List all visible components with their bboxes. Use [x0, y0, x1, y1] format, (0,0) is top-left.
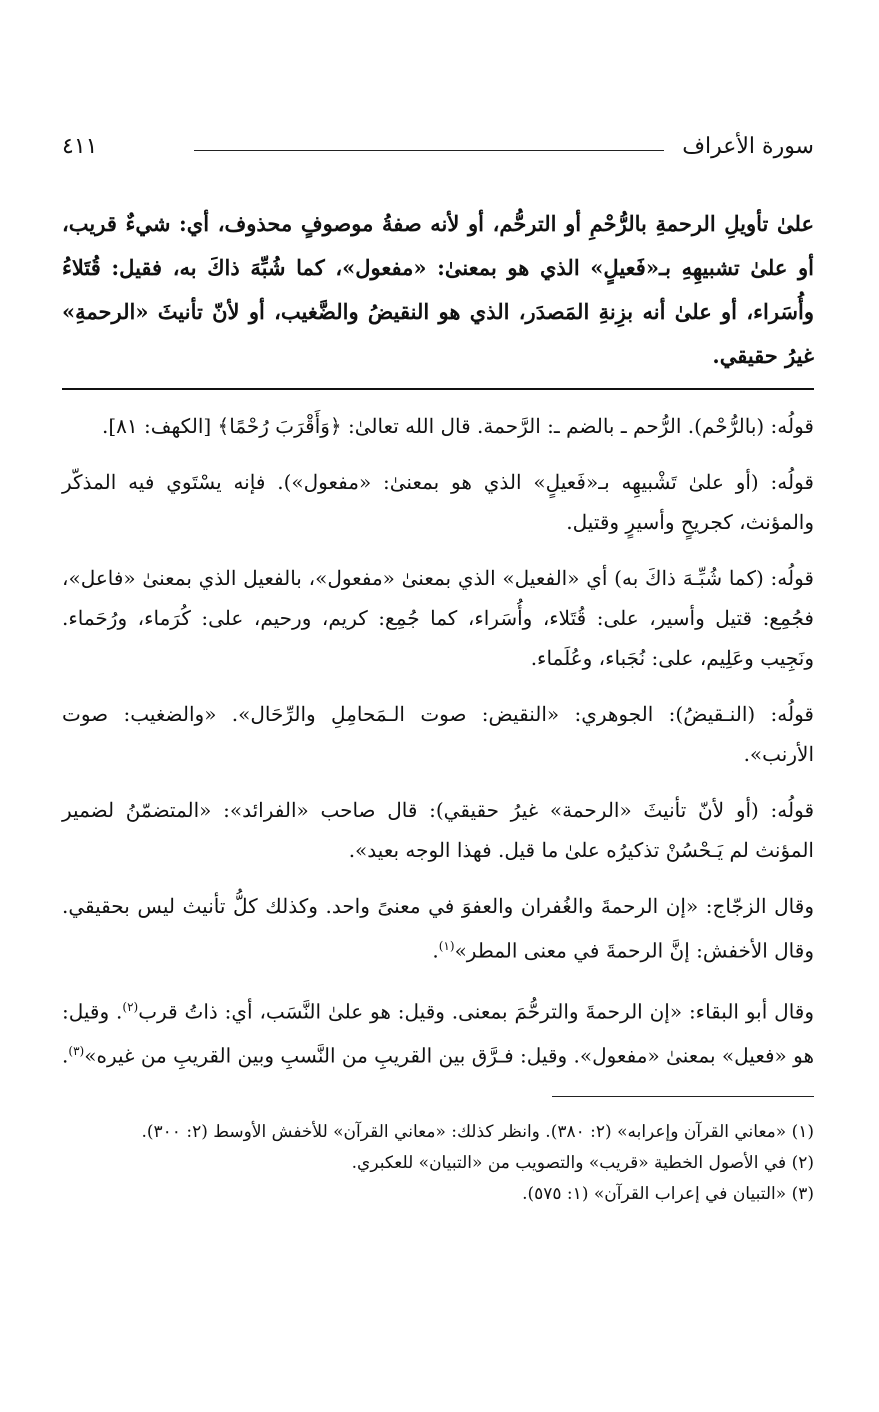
commentary-paragraph: قولُه: (أو علىٰ تَشْبيهِه بـ«فَعيلٍ» الذي هو بمعنىٰ: «مفعول»). فإنه يسْتَوي فيه المذكّر والمؤنث، كجريحٍ وأسيرٍ وقتيل.: [62, 470, 814, 534]
commentary-paragraph: قولُه: (بالرُّحْم). الرُّحم ـ بالضم ـ: الرَّحمة. قال الله تعالىٰ: ﴿وَأَقْرَبَ رُحْمًا﴾ [الكهف: ٨١].: [102, 414, 814, 438]
main-text-line: أو علىٰ أنه بزِنةِ المَصدَر، الذي هو النقيضُ والضَّغيب، أو لأنّ تأنيثَ «الرحمةِ» غيرُ حقيقي.: [62, 299, 814, 368]
main-text-divider: [62, 388, 814, 390]
footnote-ref[interactable]: (٢): [122, 999, 139, 1014]
header-rule: [194, 150, 664, 151]
footnote: (٣) «التبيان في إعراب القرآن» (١: ٥٧٥).: [522, 1183, 814, 1204]
commentary-paragraph: قولُه: (أو لأنّ تأنيثَ «الرحمة» غيرُ حقيقي): قال صاحب «الفرائد»: «المتضمّنُ لضمير المؤنث لم يَـحْسُنْ تذكيرُه علىٰ ما قيل. فهذا الوجه بعيد».: [62, 798, 814, 862]
commentary-text: وقال الزجّاج: «إن الرحمةَ والغُفران والعفوَ في معنىً واحد. وكذلك كلُّ تأنيث ليس بحقيقي. وقال الأخفش: إنَّ الرحمةَ في معنى المطر»: [62, 894, 814, 963]
page-header: [62, 118, 814, 180]
commentary-paragraph: قولُه: (كما شُبِّـهَ ذاكَ به) أي «الفعيل» الذي بمعنىٰ «مفعول»، بالفعيل الذي بمعنىٰ «فاعل»، فجُمِع: قتيل وأسير، على: قُتَلاء، وأُسَراء، كما جُمِع: كريم، ورحيم، على: كُرَماء، ورُحَماء. ونَجِيب وعَلِيم، على: نُجَباء، وعُلَماء.: [62, 566, 814, 670]
footnote-ref[interactable]: (٣): [68, 1044, 85, 1059]
commentary-text: وقال أبو البقاء: «إن الرحمةَ والترحُّمَ بمعنى. وقيل: هو علىٰ النَّسَب، أي: ذاتُ قرب: [138, 999, 815, 1024]
commentary-paragraph: [62, 987, 814, 1076]
book-page: [62, 118, 814, 1210]
surah-title: سورة الأعراف: [682, 134, 814, 159]
commentary-paragraph: [62, 886, 814, 971]
main-text-line: أو علىٰ تشبيهِهِ بـ«فَعيلٍ» الذي هو بمعنىٰ: «مفعول»، كما شُبِّهَ ذاكَ به، فقيل: قُتَلاءُ وأُسَراء،: [62, 255, 815, 324]
main-text-line: علىٰ تأويلِ الرحمةِ بالرُّحْمِ أو الترحُّم، أو لأنه صفةُ موصوفٍ محذوف، أي: شيءٌ قريب،: [62, 211, 814, 236]
commentary-text: .: [432, 938, 439, 963]
commentary-text: .: [62, 1043, 69, 1068]
footnote-ref[interactable]: (١): [438, 939, 455, 953]
footnote: (٢) في الأصول الخطية «قريب» والتصويب من «التبيان» للعكبري.: [351, 1152, 814, 1173]
commentary-paragraph: قولُه: (النـقيضُ): الجوهري: «النقيض: صوت الـمَحامِلِ والرِّحَال». «والضغيب: صوت الأرنب».: [62, 702, 814, 766]
footnote: (١) «معاني القرآن وإعرابه» (٢: ٣٨٠). وانظر كذلك: «معاني القرآن» للأخفش الأوسط (٢: ٣٠٠).: [141, 1121, 814, 1142]
commentary-block: [62, 406, 814, 1076]
footnotes-block: [62, 1117, 814, 1210]
commentary-text: . وقيل: هو «فعيل» بمعنىٰ «مفعول». وقيل: فـرَّق بين القريبِ من النَّسبِ وبين القريبِ من غيره»: [62, 999, 814, 1068]
page-number: ٤١١: [62, 134, 98, 159]
footnote-rule: [552, 1096, 814, 1097]
main-text-block: [62, 202, 814, 378]
